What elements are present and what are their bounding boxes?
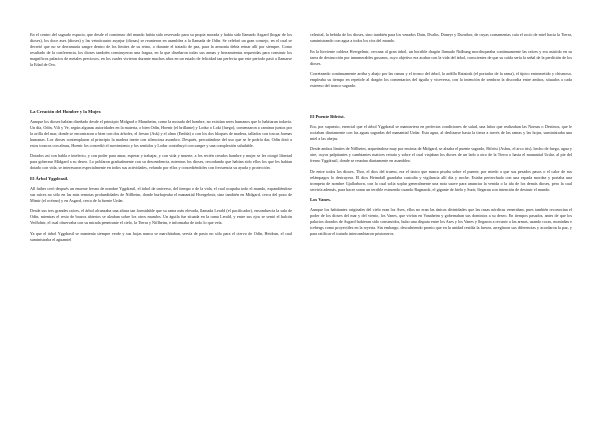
paragraph: All father creó después un enorme fresno de nombre Yggdrasil, el árbol de universo, del tiempo o de la vida, el cual ocupaba todo el mundo, expandiéndose sus raíces no sólo en las más remotas profundidades de Niflheim, donde burbujeaba el manantial Hvergelmir, sino también en Midgard, cerca del pozo de Mimir (el océano) y en Asgard, cerca de la fuente Urdar. xyxy=(30,185,292,203)
section-gap xyxy=(30,73,292,109)
paragraph: Aunque los dioses habían diseñado desde el principio Midgard o Manaheim, como la morada del hombre, no existían seres humanos que lo habitaran todavía. Un día, Odín, Vili y Ve, según algunas autoridades en la materia, o bien Odín, Hoenir (el brillante) y Lodur o Loki (fuego), comenzaron a caminar juntos por la orilla del mar, donde se encontraron o bien con dos árboles, el fresno (Ask) y el olmo (Embla) o con los dos bloques de madera, tallados con toscas formas humanas. Los dioses contemplaron al principio la madera inerte con silenciosa asombro. Después, percatándose del uso que se le podría dar, Odín dotó a estos troncos con almas, Hoenir los concedió el movimiento y los sentidos y Lodur contribuyó con sangre y una complexión saludable. xyxy=(30,118,292,148)
paragraph: Aunque los habitantes originales del cielo eran los Ases, ellos no eran las únicas divinidades que las razas nórdicas veneraban, pues también reconocían el poder de los dioses del mar y del viento, los Vanes, que vivían en Vanaheim y gobernaban sus dominios a su deseo. En tiempos pasados, antes de que los palacios dorados de Asgard hubieran sido construidos, hubo una disputa entre los Ases y los Vanes y llegaron a recurrir a las armas, usando rocas, montañas e icebergs como proyectiles en la reyerta. Sin embargo, descubriendo pronto que en la unidad residía la fuerza, arreglaron sus diferencias y acordaron la paz, y para ratificar el tratado intercambiaron prisioneros. xyxy=(310,207,572,236)
section-heading-creation: La Creación del Hombre y la Mujer. xyxy=(30,108,102,114)
section-gap xyxy=(310,94,572,114)
section-heading-yggdrasil: El Árbol Yggdrasil. xyxy=(30,175,69,181)
paragraph: Desde sus tres grandes raíces, el árbol alcanzaba una altura tan formidable que su rama más elevada, llamada Lerald (el pacificador), ensombrecía la sala de Odín, mientras el resto de brazos abiertos se alzaban sobre los otros mundos. Un águila fue situada en la rama Lerald, y entre sus ojos se sentó el halcón Vedfolnir, el cual observaba con su mirada penetrante el cielo, la Tierra y Niflheim, e informaba de todo lo que veía. xyxy=(30,208,292,225)
section-heading-bifrost: El Puente Bifröst. xyxy=(310,113,345,119)
paragraph: En la hirviente caldera Hvergelmir, cercana al gran árbol, un horrible dragón llamado Nidhung mordisqueaba continuamente las raíces y era asistido en su tarea de destrucción por innumerables gusanos, cuyo objetivo era acabar con la vida del árbol, conscientes de que su caída sería la señal de la perdición de los dioses. xyxy=(310,48,572,66)
paragraph: Ya que el árbol Yggdrasil se mantenía siempre verde y sus hojas nunca se marchitaban, servía de pasto no sólo para el ciervo de Odín, Heidrun, el cual suministraba el aguamiel xyxy=(30,230,292,242)
paragraph: De entre todos los dioses, Thor, el dios del trueno, era el único que nunca pisaba sobre el puente, por miedo a que sus pesados pasos o el calor de sus relámpagos lo destruyera. El dios Heimdall guardaba custodia y vigilancia allí día y noche. Estaba pertrechado con una espada mordaz y portaba una trompeta de nombre Gjallarhorn, con la cual solía soplar generalmente una nota suave para anunciar la venida o la ida de los demás dioses, pero la cual serviría además, para hacer sonar un terrible estruendo cuando Ragnarok, el gigante de hielo y Surtr, llegaran con intención de destruir el mundo. xyxy=(310,168,572,192)
intro-paragraph: En el centro del sagrado espacio, que desde el comienzo del mundo había sido reservado para su propia morada y había sido llamado Asgard (hogar de los dioses), los doce ases (dioses) y las veinticuatro asynjur (diosas) se reunieron en asamblea a la llamada de Odín. Se celebró un gran consejo, en el cual se decretó que no se derramaría sangre dentro de los límites de su reino, o durante el tratado de paz, para la armonía debía reinar allí por siempre. Como resultado de la conferencia, los dioses también construyeron una fragua, en la que diseñaron todas sus armas y herramientas requeridas para construir los magníficos palacios de metales preciosos, en los cuales vivieron durante muchos años en un estado de felicidad tan perfecta que este período pasó a llamarse la Edad de Oro. xyxy=(30,32,292,67)
paragraph: Desde ambos límites de Niflheim, arqueándose muy por encima de Midgard, se alzaba el puente sagrado, Bifröst (Asbru, el arco iris), hecho de fuego, agua y aire, cuyos palpitantes y cambiantes matices retraía y sobre el cual viajaban los dioses de un lado a otro de la Tierra o hasta el manantial Urdar, al pie del fresno Yggdrasil, donde se reunían diariamente en asamblea. xyxy=(310,146,572,163)
paragraph: Era, por supuesto, esencial que el árbol Yggdrasil se mantuviera en perfectas condiciones de salud, una labor que realizaban las Nornas o Destinos, que le rociaban diariamente con las aguas sagradas del manantial Urdar. Esta agua, al deslizarse hasta la tierra a través de las ramas y las hojas, suministraba una miel a las abejas. xyxy=(310,123,572,141)
paragraph: celestial, la bebida de los dioses, sino también para los venados Dain, Dvalin, Duneyr y Durathor, de cuyas cornamentas caía el rocío de miel hacia la Tierra, suministrando con agua a todos los ríos del mundo. xyxy=(310,32,572,43)
left-column xyxy=(30,32,292,247)
section-heading-vanes: Los Vanes. xyxy=(310,197,331,202)
paragraph: Correteando continuamente arriba y abajo por las ramas y el tronco del árbol, la ardilla Ratatosk (el portador de la rama), el típico entrometido y chismoso, empleaba su tiempo en repetirle al dragón los comentarios del águila y viceversa, con la intención de sembrar la discordia entre ambos, situados a cada extremo del tronco sagrado. xyxy=(310,71,572,88)
paragraph: Dotados así con habla e intelecto, y con poder para amar, esperar y trabajar, y con vida y muerte, a los recién creados hombre y mujer se les otorgó libertad para gobernar Midgard a su deseo. Lo poblaron gradualmente con su descendencia, mientras los dioses, recordando que habían sido ellos los que les habían dotado con vida, se interesaron especialmente en todos sus actividades, velando por ellos y concediéndoles con frecuencia su ayuda y protección. xyxy=(30,153,292,170)
right-column xyxy=(310,32,572,242)
